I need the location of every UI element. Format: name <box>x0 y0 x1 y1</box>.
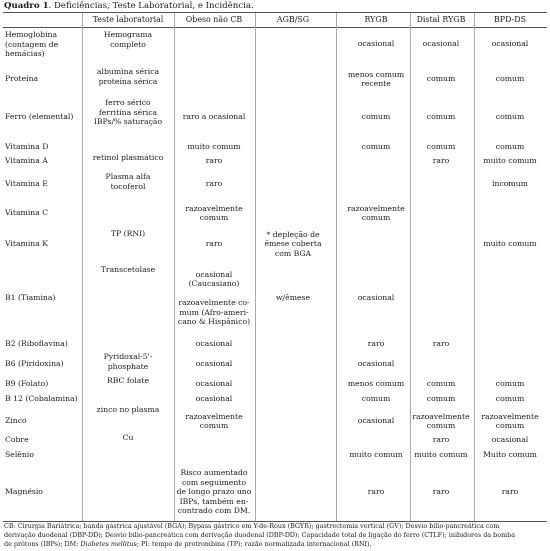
cell-line: Cu <box>122 433 134 442</box>
footnote-italic: Diabetes mellitus <box>80 539 137 548</box>
row-label-line: Zinco <box>5 416 27 426</box>
cell-line: razoavelmente <box>481 411 539 421</box>
footnote-line: CB: Cirurgia Bariátrica; banda gástrica ajustável (BGA); Bypass gástrico em Y-de-Roux (BGYR); gastrectomia vertical (GV); Desvio bilio-pancreática com <box>4 522 500 530</box>
cell-rygb <box>338 39 414 49</box>
cell-distal-rygb <box>409 74 473 84</box>
cell-rygb <box>338 416 414 426</box>
cell-line: comum <box>495 112 525 122</box>
cell-line: proteína sérica <box>98 76 158 86</box>
cell-teste-laboratorial <box>78 405 178 415</box>
header-agb-sg: AGB/SG <box>276 15 310 24</box>
cell-bpd-ds <box>474 179 546 189</box>
cell-line: razoavelmente <box>412 411 470 421</box>
cell-line: raro <box>432 487 450 497</box>
cell-line: IBPs, também en- <box>179 496 249 506</box>
cell-bpd-ds <box>474 39 546 49</box>
cell-line: mum (Afro-ameri- <box>179 307 249 317</box>
header-distal-rygb: Distal RYGB <box>416 15 466 24</box>
cell-distal-rygb <box>409 450 473 460</box>
cell-distal-rygb <box>409 339 473 349</box>
row-label-line: Selênio <box>5 450 34 460</box>
cell-line: raro <box>205 156 223 166</box>
cell-teste-laboratorial <box>78 172 178 191</box>
cell-line: muito comum <box>414 450 468 460</box>
cell-line: êmese coberta <box>264 239 322 249</box>
cell-line: Transcetolase <box>100 265 156 274</box>
cell-line: razoavelmente co- <box>178 298 250 307</box>
cell-distal-rygb <box>409 39 473 49</box>
cell-line: ocasional <box>195 339 233 349</box>
cell-line: muito comum <box>187 142 241 152</box>
cell-rygb <box>338 359 414 369</box>
cell-line: raro <box>501 487 519 497</box>
cell-rygb <box>338 339 414 349</box>
row-label <box>5 487 83 497</box>
row-label-line: Vitamina A <box>5 156 48 166</box>
cell-bpd-ds <box>474 487 546 497</box>
cell-line: razoavelmente <box>185 203 243 213</box>
cell-line: comum <box>495 394 525 404</box>
cell-obeso-nao-cb <box>166 239 262 249</box>
cell-line: muito comum <box>483 239 537 249</box>
row-label <box>5 435 83 445</box>
row-label <box>5 339 83 349</box>
cell-line: ocasional <box>422 39 460 49</box>
row-label <box>5 74 83 84</box>
top-rule <box>3 12 547 13</box>
row-label <box>5 379 83 389</box>
cell-distal-rygb <box>409 394 473 404</box>
cell-line: comum <box>495 421 525 430</box>
row-label <box>5 394 83 404</box>
cell-obeso-nao-cb <box>166 179 262 189</box>
cell-line: comum <box>426 112 456 122</box>
cell-line: raro <box>205 179 223 189</box>
cell-line: ocasional <box>491 39 529 49</box>
cell-line: raro <box>205 239 223 249</box>
cell-bpd-ds <box>474 239 546 249</box>
cell-rygb <box>338 204 414 223</box>
cell-bpd-ds <box>474 156 546 166</box>
row-label-line: Vitamina E <box>5 179 48 189</box>
cell-rygb <box>338 293 414 303</box>
cell-obeso-nao-cb <box>166 468 262 516</box>
row-label-line: B 12 (Cobalamina) <box>5 394 78 404</box>
cell-rygb <box>338 394 414 404</box>
cell-line: raro <box>367 339 385 349</box>
cell-obeso-nao-cb <box>166 204 262 223</box>
cell-bpd-ds <box>474 112 546 122</box>
cell-teste-laboratorial <box>78 433 178 443</box>
cell-line: w/êmese <box>275 293 311 303</box>
cell-line: comum <box>199 421 229 430</box>
cell-bpd-ds <box>474 435 546 445</box>
cell-line: raro a ocasional <box>182 112 246 122</box>
row-label-line: (contagem de <box>5 39 59 49</box>
cell-bpd-ds <box>474 142 546 152</box>
cell-line: albumina sérica <box>96 67 160 76</box>
row-label-line: B1 (Tiamina) <box>5 293 56 303</box>
header-obeso-nao-cb: Obeso não CB <box>185 15 243 24</box>
cell-line: ocasional <box>195 359 233 369</box>
cell-obeso-nao-cb <box>166 379 262 389</box>
row-label-line: Proteína <box>5 74 39 84</box>
cell-teste-laboratorial <box>78 352 178 371</box>
cell-line: IBPs/% saturação <box>93 117 163 126</box>
header-teste-laboratorial: Teste laboratorial <box>92 15 164 24</box>
cell-line: ocasional <box>491 435 529 445</box>
cell-line: comum <box>361 142 391 152</box>
cell-line: comum <box>495 74 525 84</box>
cell-line: retinol plasmático <box>92 153 164 162</box>
cell-distal-rygb <box>409 435 473 445</box>
row-label-line: hemácias) <box>5 49 45 58</box>
cell-rygb <box>338 70 414 89</box>
cell-distal-rygb <box>409 487 473 497</box>
cell-line: ocasional <box>195 379 233 389</box>
cell-line: zinco no plasma <box>96 405 160 414</box>
row-label <box>5 208 83 218</box>
row-label-line: Cobre <box>5 435 29 445</box>
cell-line: ocasional <box>195 269 233 279</box>
cell-bpd-ds <box>474 412 546 431</box>
cell-agb-sg <box>258 293 328 303</box>
cell-line: ocasional <box>357 293 395 303</box>
cell-line: phosphate <box>107 361 149 371</box>
footnote-line: derivação duodenal (DBP-DD); Desvio bilio-pancreática com derivação duodenal (DBP-DD); Capacidade total de ligação do ferro (CTLF); inibidores da bomba <box>4 530 516 539</box>
cell-line: ocasional <box>195 394 233 404</box>
cell-line: Risco aumentado <box>180 468 248 478</box>
cell-line: Hemograma <box>103 30 153 39</box>
column-separator <box>410 13 411 521</box>
row-label <box>5 359 83 369</box>
cell-line: cano & Hispânico) <box>177 317 251 326</box>
cell-line: comum <box>361 213 391 222</box>
cell-distal-rygb <box>409 112 473 122</box>
row-label <box>5 112 83 122</box>
row-label <box>5 450 83 460</box>
cell-line: ocasional <box>357 39 395 49</box>
cell-line: tocoferol <box>110 181 146 191</box>
column-separator <box>82 13 83 521</box>
cell-line: Muito comum <box>483 450 537 460</box>
cell-line: de longo prazo uno <box>176 487 252 497</box>
cell-line: raro <box>432 435 450 445</box>
row-label-line: Magnésio <box>5 487 43 497</box>
cell-bpd-ds <box>474 450 546 460</box>
cell-line: raro <box>432 339 450 349</box>
row-label-line: Vitamina C <box>5 208 49 218</box>
cell-bpd-ds <box>474 74 546 84</box>
column-separator <box>255 13 256 521</box>
cell-line: com BGA <box>274 248 312 258</box>
footnote-line: de prótons (IBPs); DM: Diabetes mellitus; PI: tempo de protrombina (TP); razão normalizada internacional (RNI). <box>4 539 372 548</box>
cell-line: razoavelmente <box>347 203 405 213</box>
cell-rygb <box>338 379 414 389</box>
row-label-line: B9 (Folato) <box>5 379 49 389</box>
cell-distal-rygb <box>409 156 473 166</box>
cell-line <box>166 289 262 299</box>
cell-bpd-ds <box>474 394 546 404</box>
cell-distal-rygb <box>409 412 473 431</box>
header-bpd-ds: BPD-DS <box>494 15 526 24</box>
cell-teste-laboratorial <box>78 98 178 127</box>
cell-obeso-nao-cb <box>166 270 262 327</box>
cell-obeso-nao-cb <box>166 359 262 369</box>
cell-obeso-nao-cb <box>166 112 262 122</box>
footnote <box>4 522 548 548</box>
table-title: Quadro 1. Deficiências, Teste Laboratorial, e Incidência. <box>4 1 254 11</box>
column-separator <box>474 13 475 521</box>
cell-obeso-nao-cb <box>166 394 262 404</box>
cell-obeso-nao-cb <box>166 142 262 152</box>
cell-teste-laboratorial <box>78 229 178 239</box>
cell-line: ocasional <box>357 359 395 369</box>
cell-line: contrado com DM. <box>177 506 251 516</box>
cell-obeso-nao-cb <box>166 339 262 349</box>
cell-line: comum <box>426 421 456 430</box>
cell-line: Pyridoxal-5'- <box>103 352 153 361</box>
cell-line: RBC folate <box>106 376 150 385</box>
cell-line: incomum <box>492 179 528 189</box>
cell-agb-sg <box>258 230 328 259</box>
header-rygb: RYGB <box>364 15 388 24</box>
cell-line: raro <box>367 487 385 497</box>
row-label <box>5 179 83 189</box>
cell-line: comum <box>426 379 456 389</box>
row-label-line: B2 (Riboflavina) <box>5 339 68 349</box>
cell-line: muito comum <box>349 450 403 460</box>
cell-line: comum <box>199 213 229 222</box>
row-label <box>5 30 83 59</box>
cell-line: (Caucasiano) <box>188 279 240 288</box>
cell-line: TP (RNI) <box>110 229 146 238</box>
cell-distal-rygb <box>409 379 473 389</box>
cell-line: recente <box>361 79 391 88</box>
cell-line: ferro sérico <box>105 98 151 107</box>
column-separator <box>336 13 337 521</box>
row-label-line: Vitamina D <box>5 142 49 152</box>
cell-rygb <box>338 487 414 497</box>
cell-distal-rygb <box>409 142 473 152</box>
cell-obeso-nao-cb <box>166 156 262 166</box>
cell-rygb <box>338 450 414 460</box>
row-label-line: Vitamina K <box>5 239 49 249</box>
row-label-line: Ferro (elemental) <box>5 112 74 122</box>
cell-teste-laboratorial <box>78 265 178 275</box>
cell-line: ferritina sérica <box>98 107 158 117</box>
cell-obeso-nao-cb <box>166 412 262 431</box>
cell-teste-laboratorial <box>78 30 178 49</box>
cell-rygb <box>338 142 414 152</box>
row-label <box>5 142 83 152</box>
cell-line: comum <box>426 394 456 404</box>
cell-teste-laboratorial <box>78 153 178 163</box>
cell-line: comum <box>495 379 525 389</box>
cell-line: menos comum <box>347 69 405 79</box>
cell-line: comum <box>361 112 391 122</box>
cell-line: completo <box>110 39 146 49</box>
cell-line: menos comum <box>347 379 405 389</box>
cell-line: muito comum <box>483 156 537 166</box>
row-label <box>5 156 83 166</box>
cell-bpd-ds <box>474 379 546 389</box>
header-rule <box>3 27 547 28</box>
row-label <box>5 293 83 303</box>
cell-line: raro <box>432 156 450 166</box>
cell-line: com seguimento <box>182 477 246 487</box>
cell-teste-laboratorial <box>78 67 178 86</box>
cell-line: ocasional <box>357 416 395 426</box>
cell-line: * depleção de <box>266 229 320 239</box>
row-label <box>5 416 83 426</box>
cell-rygb <box>338 112 414 122</box>
row-label-line: B6 (Piridoxina) <box>5 359 64 369</box>
cell-line: comum <box>426 74 456 84</box>
column-separator <box>174 13 175 521</box>
cell-line: comum <box>361 394 391 404</box>
cell-teste-laboratorial <box>78 376 178 386</box>
cell-line: comum <box>495 142 525 152</box>
cell-line: comum <box>426 142 456 152</box>
row-label-line: Hemoglobina <box>5 30 58 39</box>
row-label <box>5 239 83 249</box>
cell-line: Plasma alfa <box>105 172 151 181</box>
cell-line: razoavelmente <box>185 411 243 421</box>
